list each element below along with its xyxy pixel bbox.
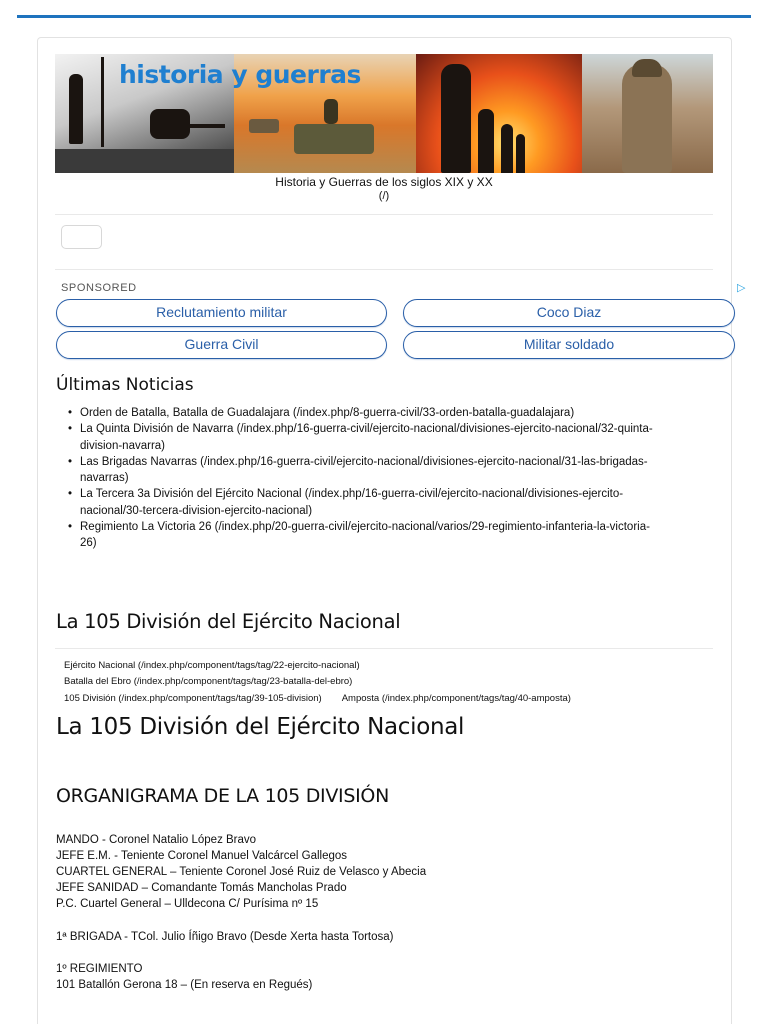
tag-link[interactable]: Batalla del Ebro (/index.php/component/tags/tag/23-batalla-del-ebro) bbox=[64, 676, 353, 688]
ad-button-coco-diaz[interactable]: Coco Diaz bbox=[403, 299, 735, 327]
body-line: CUARTEL GENERAL – Teniente Coronel José Ruiz de Velasco y Abecia bbox=[56, 866, 427, 879]
home-link[interactable]: (/) bbox=[378, 190, 390, 202]
site-description: Historia y Guerras de los siglos XIX y XX bbox=[275, 175, 493, 189]
org-chart-heading: ORGANIGRAMA DE LA 105 DIVISIÓN bbox=[56, 785, 389, 807]
tag-link[interactable]: Ejército Nacional (/index.php/component/tags/tag/22-ejercito-nacional) bbox=[64, 660, 360, 671]
body-line: 101 Batallón Gerona 18 – (En reserva en Regués) bbox=[56, 978, 313, 991]
body-line: 1º REGIMIENTO bbox=[56, 962, 143, 975]
latest-news-heading: Últimas Noticias bbox=[56, 375, 194, 395]
tag-link[interactable]: Amposta (/index.php/component/tags/tag/40-amposta) bbox=[341, 692, 571, 704]
body-line: JEFE SANIDAD – Comandante Tomás Mancholas Prado bbox=[56, 882, 347, 895]
body-line: JEFE E.M. - Teniente Coronel Manuel Valcárcel Gallegos bbox=[56, 850, 348, 863]
site-banner[interactable] bbox=[55, 54, 713, 173]
ad-button-reclutamiento-militar[interactable]: Reclutamiento militar bbox=[56, 299, 387, 327]
ad-button-militar-soldado[interactable]: Militar soldado bbox=[403, 331, 735, 359]
body-line: 1ª BRIGADA - TCol. Julio Íñigo Bravo (Desde Xerta hasta Tortosa) bbox=[56, 930, 394, 943]
top-accent-rule bbox=[17, 15, 751, 18]
ad-button-guerra-civil[interactable]: Guerra Civil bbox=[56, 331, 387, 359]
sponsored-label: SPONSORED bbox=[61, 282, 137, 294]
news-link[interactable]: • Orden de Batalla, Batalla de Guadalajara (/index.php/8-guerra-civil/33-orden-batalla-guadalajara) bbox=[80, 405, 705, 421]
news-link[interactable]: • La Quinta División de Navarra (/index.php/16-guerra-civil/ejercito-nacional/divisiones-ejercito-nacional/32-quinta- division-navarra) bbox=[80, 421, 705, 454]
divider bbox=[55, 214, 713, 215]
adchoices-triangle-icon[interactable]: ▷ bbox=[737, 282, 746, 294]
article-tags bbox=[64, 658, 714, 707]
tag-link[interactable]: 105 División (/index.php/component/tags/tag/39-105-division) bbox=[64, 692, 322, 704]
article-title[interactable]: La 105 División del Ejército Nacional bbox=[56, 610, 401, 633]
body-line: P.C. Cuartel General – Ulldecona C/ Purísima nº 15 bbox=[56, 898, 319, 911]
divider bbox=[55, 648, 713, 649]
body-line: MANDO - Coronel Natalio López Bravo bbox=[56, 834, 257, 846]
body-spacer bbox=[56, 945, 716, 961]
banner-photo-soldiers-sunset bbox=[416, 54, 582, 173]
news-link[interactable]: • La Tercera 3a División del Ejército Nacional (/index.php/16-guerra-civil/ejercito-nacional/divisiones-ejercito- nacional/30-tercera-division-ejercito-nacional) bbox=[80, 486, 705, 519]
news-link[interactable]: • Las Brigadas Navarras (/index.php/16-guerra-civil/ejercito-nacional/divisiones-ejercito-nacional/31-las-brigadas- navarras) bbox=[80, 454, 705, 487]
banner-photo-modern-soldier bbox=[582, 54, 713, 173]
menu-toggle-button[interactable] bbox=[61, 225, 102, 249]
body-spacer bbox=[56, 912, 716, 928]
banner-title: historia y guerras bbox=[119, 60, 361, 89]
divider bbox=[55, 269, 713, 270]
article-body bbox=[56, 832, 716, 993]
article-heading: La 105 División del Ejército Nacional bbox=[56, 714, 465, 740]
news-link[interactable]: • Regimiento La Victoria 26 (/index.php/20-guerra-civil/ejercito-nacional/varios/29-regimiento-infanteria-la-victoria- 26) bbox=[80, 519, 705, 552]
latest-news-list bbox=[80, 405, 705, 552]
